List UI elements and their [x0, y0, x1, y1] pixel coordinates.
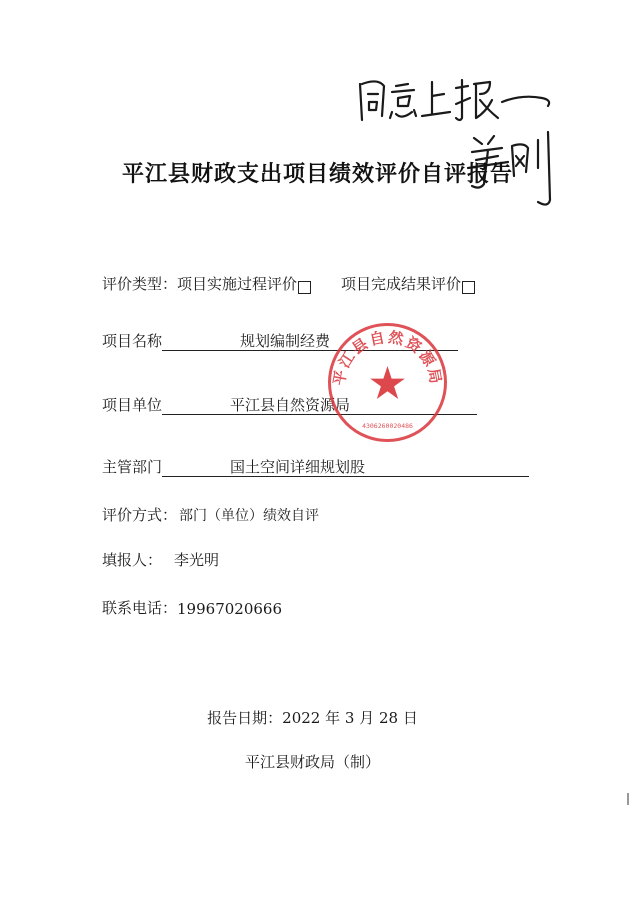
- filler-value: 李光明: [174, 551, 220, 569]
- filler-label: 填报人：: [102, 551, 163, 569]
- supervising-dept-value: 国土空间详细规划股: [230, 458, 366, 476]
- document-title: 平江县财政支出项目绩效评价自评报告: [121, 162, 513, 187]
- option-process-evaluation: 项目实施过程评价: [177, 275, 298, 293]
- official-seal-stamp: [325, 320, 450, 445]
- supervising-dept-row: [102, 456, 529, 477]
- evaluation-type-row: [102, 273, 475, 294]
- result-evaluation-checkbox[interactable]: [462, 281, 475, 294]
- seal-text: 平江县自然资源局: [329, 327, 446, 387]
- issuer-line: 平江县财政局（制）: [244, 753, 380, 771]
- report-date: 报告日期：2022 年 3 月 28 日: [207, 709, 418, 727]
- phone-label: 联系电话：: [102, 599, 178, 617]
- project-name-value: 规划编制经费: [240, 332, 331, 350]
- evaluation-type-label: 评价类型：: [102, 275, 178, 293]
- evaluation-method-row: [102, 504, 319, 525]
- evaluation-method-value: 部门（单位）绩效自评: [179, 508, 320, 524]
- supervising-dept-label: 主管部门: [102, 458, 163, 476]
- process-evaluation-checkbox[interactable]: [298, 281, 311, 294]
- phone-row: [102, 597, 282, 618]
- filler-row: [102, 549, 219, 570]
- evaluation-method-label: 评价方式：: [102, 506, 178, 524]
- seal-code: 4306260020486: [362, 422, 413, 430]
- project-unit-value: 平江县自然资源局: [230, 396, 351, 414]
- project-unit-label: 项目单位: [102, 396, 163, 414]
- phone-value: 19967020666: [177, 600, 282, 618]
- supervising-dept-field: [162, 458, 529, 477]
- seal-star-icon: [370, 366, 405, 399]
- project-name-label: 项目名称: [102, 332, 163, 350]
- scan-edge-mark: [627, 793, 629, 805]
- handwritten-approval-signature: [352, 72, 572, 212]
- option-result-evaluation: 项目完成结果评价: [341, 275, 462, 293]
